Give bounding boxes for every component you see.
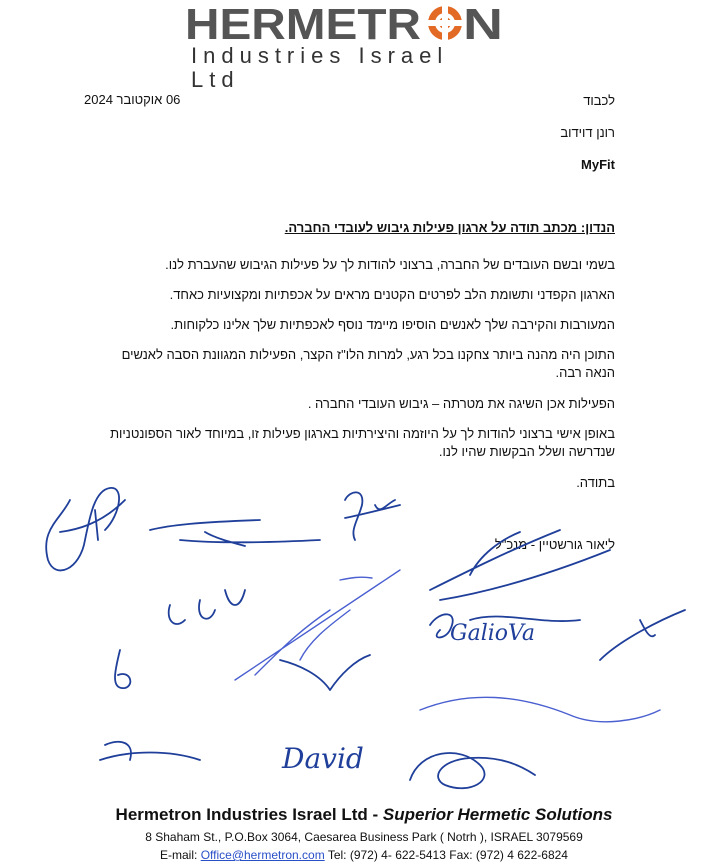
body-paragraph: התוכן היה מהנה ביותר צחקנו בכל רגע, למרות הלו"ז הקצר, הפעילות המגוונת הסבה לאנשים הנאה רבה. (121, 347, 615, 380)
signature-13 (281, 742, 364, 775)
signature-9 (115, 650, 130, 688)
signatory-line: ליאור גורשטיין - מנכ"ל (494, 537, 615, 552)
footer-email-link[interactable]: Office@hermetron.com (200, 848, 325, 862)
company-logo (185, 2, 505, 92)
recipient-company: MyFit (581, 157, 615, 172)
signature-6 (235, 570, 400, 680)
signature-10 (280, 655, 370, 690)
body-paragraph: באופן אישי ברצוני להודות לך על היוזמה והיצירתיות בארגון פעילות זו, במיוחד לאור הספונטניות שנדרשה ושלל הבקשות שהיו לנו. (110, 426, 615, 459)
signature-1 (46, 488, 125, 571)
footer-phones: Tel: (972) 4- 622-5413 Fax: (972) 4 622-6824 (327, 848, 568, 862)
logo-subtitle: Industries Israel Ltd (191, 43, 449, 92)
signature-3 (339, 492, 400, 540)
letter-date: 06 אוקטובר 2024 (84, 92, 181, 107)
signature-14 (410, 753, 535, 788)
body-paragraph: הארגון הקפדני ותשומת הלב לפרטים הקטנים מראים על אכפתיות ומקצועיות כאחד. (169, 287, 615, 302)
footer-email-label: E-mail: (160, 848, 198, 862)
body-paragraph: המעורבות והקירבה שלך לאנשים הוסיפו מיימד נוסף לאכפתיות שלך אלינו כלקוחות. (170, 317, 615, 332)
recipient-salutation: לכבוד (583, 93, 615, 108)
footer-contact (0, 848, 728, 862)
signature-12 (100, 742, 200, 760)
body-paragraph: הפעילות אכן השיגה את מטרתה – גיבוש העובדי החברה . (307, 396, 615, 411)
letter-closing: בתודה. (576, 475, 615, 490)
signature-7-text: GalioVa (450, 621, 535, 646)
body-paragraph: בשמי ובשם העובדים של החברה, ברצוני להודות לך על פעילות הגיבוש שהעברת לנו. (165, 257, 615, 272)
signatures-area (0, 460, 728, 800)
signature-4 (430, 530, 610, 600)
signature-8 (600, 610, 685, 660)
letter-subject: הנדון: מכתב תודה על ארגון פעילות גיבוש לעובדי החברה. (284, 220, 615, 235)
svg-text:HERMETR: HERMETR (185, 2, 421, 44)
logo-target-icon (424, 2, 466, 44)
signature-2 (150, 520, 320, 546)
signature-13-text: David (282, 742, 364, 775)
footer-company: Hermetron Industries Israel Ltd - (115, 805, 379, 824)
logo-wordmark (185, 2, 505, 44)
signature-11 (420, 697, 660, 721)
footer-slogan: Superior Hermetic Solutions (382, 805, 613, 824)
footer-address: 8 Shaham St., P.O.Box 3064, Caesarea Business Park ( Notrh ), ISRAEL 3079569 (145, 830, 583, 844)
signature-5 (169, 590, 245, 624)
recipient-name: רונן דוידוב (560, 125, 615, 140)
signature-7 (430, 614, 580, 646)
footer-title (0, 805, 728, 825)
svg-text:N: N (463, 2, 503, 44)
